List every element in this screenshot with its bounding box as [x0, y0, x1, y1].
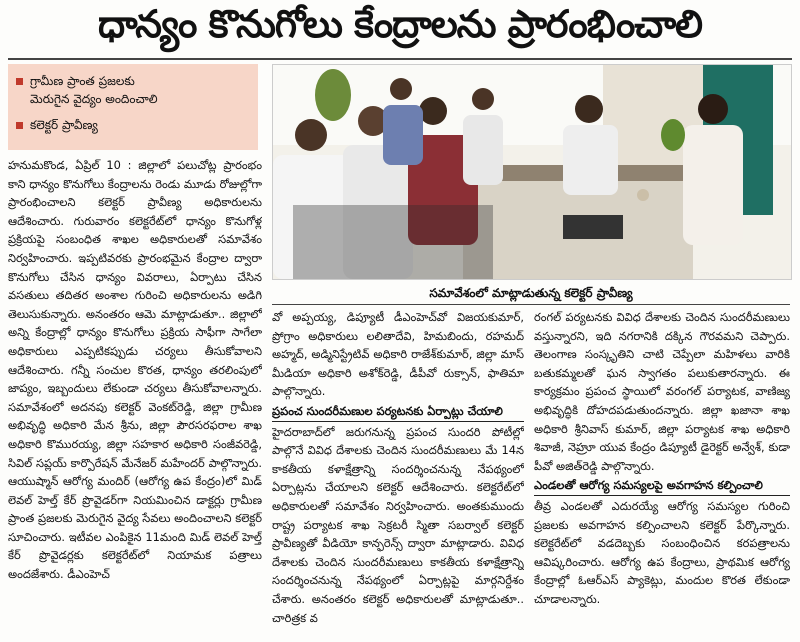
- article-column-3: [534, 308, 790, 636]
- caption-rule: [272, 304, 790, 305]
- headline: ధాన్యం కొనుగోలు కేంద్రాలను ప్రారంభించాలి: [97, 2, 703, 46]
- subheading-beauty-pageant: ప్రపంచ సుందరీమణుల పర్యటనకు ఏర్పాట్లు చేయాలి: [272, 402, 524, 422]
- bullet-square-icon: [16, 122, 23, 129]
- column-2-text-b: హైదరాబాద్‌లో జరుగనున్న ప్రపంచ సుందరి పోటీల్లో పాల్గొనే వివిధ దేశాలకు చెందిన సుందరీమణులు మే 14న కాకతీయ కళాక్షేత్రాన్ని సందర్శించనున్న నేపథ్యంలో ఏర్పాట్లను చేయాలని కలెక్టర్ ఆదేశించారు. కలెక్టరేట్‌లో అధికారులతో సమావేశం నిర్వహించారు. అంతకుముందు రాష్ట్ర పర్యాటక శాఖ సెక్రటరీ స్మితా సబర్వాల్ కలెక్టర్ ప్రావీణ్యతో వీడియో కాన్ఫరెన్స్ ద్వారా మాట్లాడారు. వివిధ దేశాలకు చెందిన సుందరీమణులు కాకతీయ కళాక్షేత్రాన్ని సందర్శించనున్న నేపథ్యంలో ఏర్పాట్లపై మార్గనిర్దేశం చేశారు. అనంతరం కలెక్టర్ అధికారులతో మాట్లాడుతూ.. చారిత్రక వ: [272, 424, 524, 625]
- bullet-square-icon: [16, 78, 23, 85]
- column-3-text-b: తీవ్ర ఎండలతో ఎదురయ్యే ఆరోగ్య సమస్యల గురించి ప్రజలకు అవగాహన కల్పించాలని కలెక్టర్ పేర్కొన్నారు. కలెక్టరేట్‌లో వడదెబ్బకు సంబంధించిన కరపత్రాలను ఆవిష్కరించారు. ఆరోగ్య ఉప కేంద్రాలు, ప్రాథమిక ఆరోగ్య కేంద్రాల్లో ఓఆర్ఎస్ ప్యాకెట్లు, మందుల కొరత లేకుండా చూడాలన్నారు.: [534, 498, 790, 606]
- headline-rule: [8, 58, 792, 60]
- highlights-box: [8, 64, 258, 150]
- photo-caption: సమావేశంలో మాట్లాడుతున్న కలెక్టర్ ప్రావీణ్య: [429, 286, 633, 300]
- highlight-text: మెరుగైన వైద్యం అందించాలి: [30, 92, 158, 106]
- highlight-item: [8, 116, 258, 134]
- highlight-item: [8, 72, 258, 90]
- highlight-text: కలెక్టర్ ప్రావీణ్య: [30, 118, 98, 132]
- meeting-photo-illustration: [273, 65, 791, 279]
- column-2-text-a: వో అప్పయ్య, డిప్యూటీ డీఎంహెచ్‌వో విజయకుమార్, ప్రోగ్రాం అధికారులు లలితాదేవి, హిమబిందు, రహమద్ అహ్మద్, అడ్మినిస్ట్రేటివ్ అధికారి రాజేశ్‌కుమార్, జిల్లా మాస్ మీడియా అధికారి అశోక్‌రెడ్డి, డీపీవో రుక్సాన్, ఫాతిమా పాల్గొన్నారు.: [272, 310, 524, 399]
- highlight-text: గ్రామీణ ప్రాంత ప్రజలకు: [30, 74, 135, 88]
- highlight-item-continued: [8, 90, 258, 108]
- column-3-text-a: రంగల్ పర్యటనకు వివిధ దేశాలకు చెందిన సుందరీమణులు వస్తున్నారని, ఇది నగరానికి దక్కిన గౌరవమని చెప్పారు. తెలంగాణ సంస్కృతిని చాటి చెప్పేలా మహిళలు వారికి బతుకమ్మలతో ఘన స్వాగతం పలుకుతారన్నారు. ఈ కార్యక్రమం ప్రపంచ స్థాయిలో వరంగల్ పర్యాటక, వాణిజ్య అభివృద్ధికి దోహదపడుతుందన్నారు. జిల్లా ఖజానా శాఖ అధికారి శ్రీనివాస్ కుమార్, జిల్లా పర్యాటక శాఖ అధికారి శివాజీ, నెహ్రూ యువ కేంద్రం డిప్యూటీ డైరెక్టర్ అన్వేశ్, కుడా పీవో అజిత్‌రెడ్డి పాల్గొన్నారు.: [534, 310, 790, 473]
- column-1-text: హనుమకొండ, ఏప్రిల్ 10 : జిల్లాలో పలుచోట్ల ప్రారంభం కాని ధాన్యం కొనుగోలు కేంద్రాలను రెండు మూడు రోజుల్లోగా ప్రారంభించాలని కలెక్టర్ ప్రావీణ్య అధికారులను ఆదేశించారు. గురువారం కలెక్టరేట్‌లో ధాన్యం కొనుగోళ్ల ప్రక్రియపై సంబంధిత శాఖల అధికారులతో సమావేశం నిర్వహించారు. ఇప్పటివరకు ప్రారంభమైన కేంద్రాల ద్వారా కొనుగోలు చేసిన ధాన్యం వివరాలు, ఏర్పాటు చేసిన వసతులు తదితర అంశాల గురించి అధికారులను అడిగి తెలుసుకున్నారు. అనంతరం ఆమె మాట్లాడుతూ.. జిల్లాలో అన్ని కేంద్రాల్లో ధాన్యం కొనుగోలు ప్రక్రియ సాఫీగా సాగేలా అధికారులు ఎప్పటికప్పుడు చర్యలు తీసుకోవాలని ఆదేశించారు. గన్నీ సంచుల కొరత, ధాన్యం తరలింపులో జాప్యం, ఇబ్బందులు లేకుండా చర్యలు తీసుకోవాలన్నారు. సమావేశంలో అదనపు కలెక్టర్ వెంకట్‌రెడ్డి, జిల్లా గ్రామీణ అభివృద్ధి అధికారి మేన శ్రీను, జిల్లా పౌరసరఫరాల శాఖ అధికారి కొమురయ్య, జిల్లా సహకార అధికారి సంజీవరెడ్డి, సివిల్ సప్లయ్ కార్పొరేషన్ మేనేజర్ మహేందర్ పాల్గొన్నారు. ఆయుష్మాన్ ఆరోగ్య మందిర్ (ఆరోగ్య ఉప కేంద్రం)లో మిడ్ లెవల్ హెల్త్ కేర్ ప్రొవైడర్‌గా నియమించిన డాక్టర్లు గ్రామీణ ప్రాంత ప్రజలకు మెరుగైన వైద్య సేవలు అందించాలని కలెక్టర్ సూచించారు. ఇటీవల ఎంపికైన 11మంది మిడ్ లెవల్ హెల్త్ కేర్ ప్రొవైడర్లకు కలెక్టరేట్‌లో నియామక పత్రాలు అందజేశారు. డీఎంహెచ్: [8, 158, 262, 582]
- subheading-heat-health: ఎండలతో ఆరోగ్య సమస్యలపై అవగాహన కల్పించాలి: [534, 476, 790, 496]
- meeting-photo: [272, 64, 792, 280]
- article-column-2: [272, 308, 524, 636]
- article-column-1: [8, 156, 262, 636]
